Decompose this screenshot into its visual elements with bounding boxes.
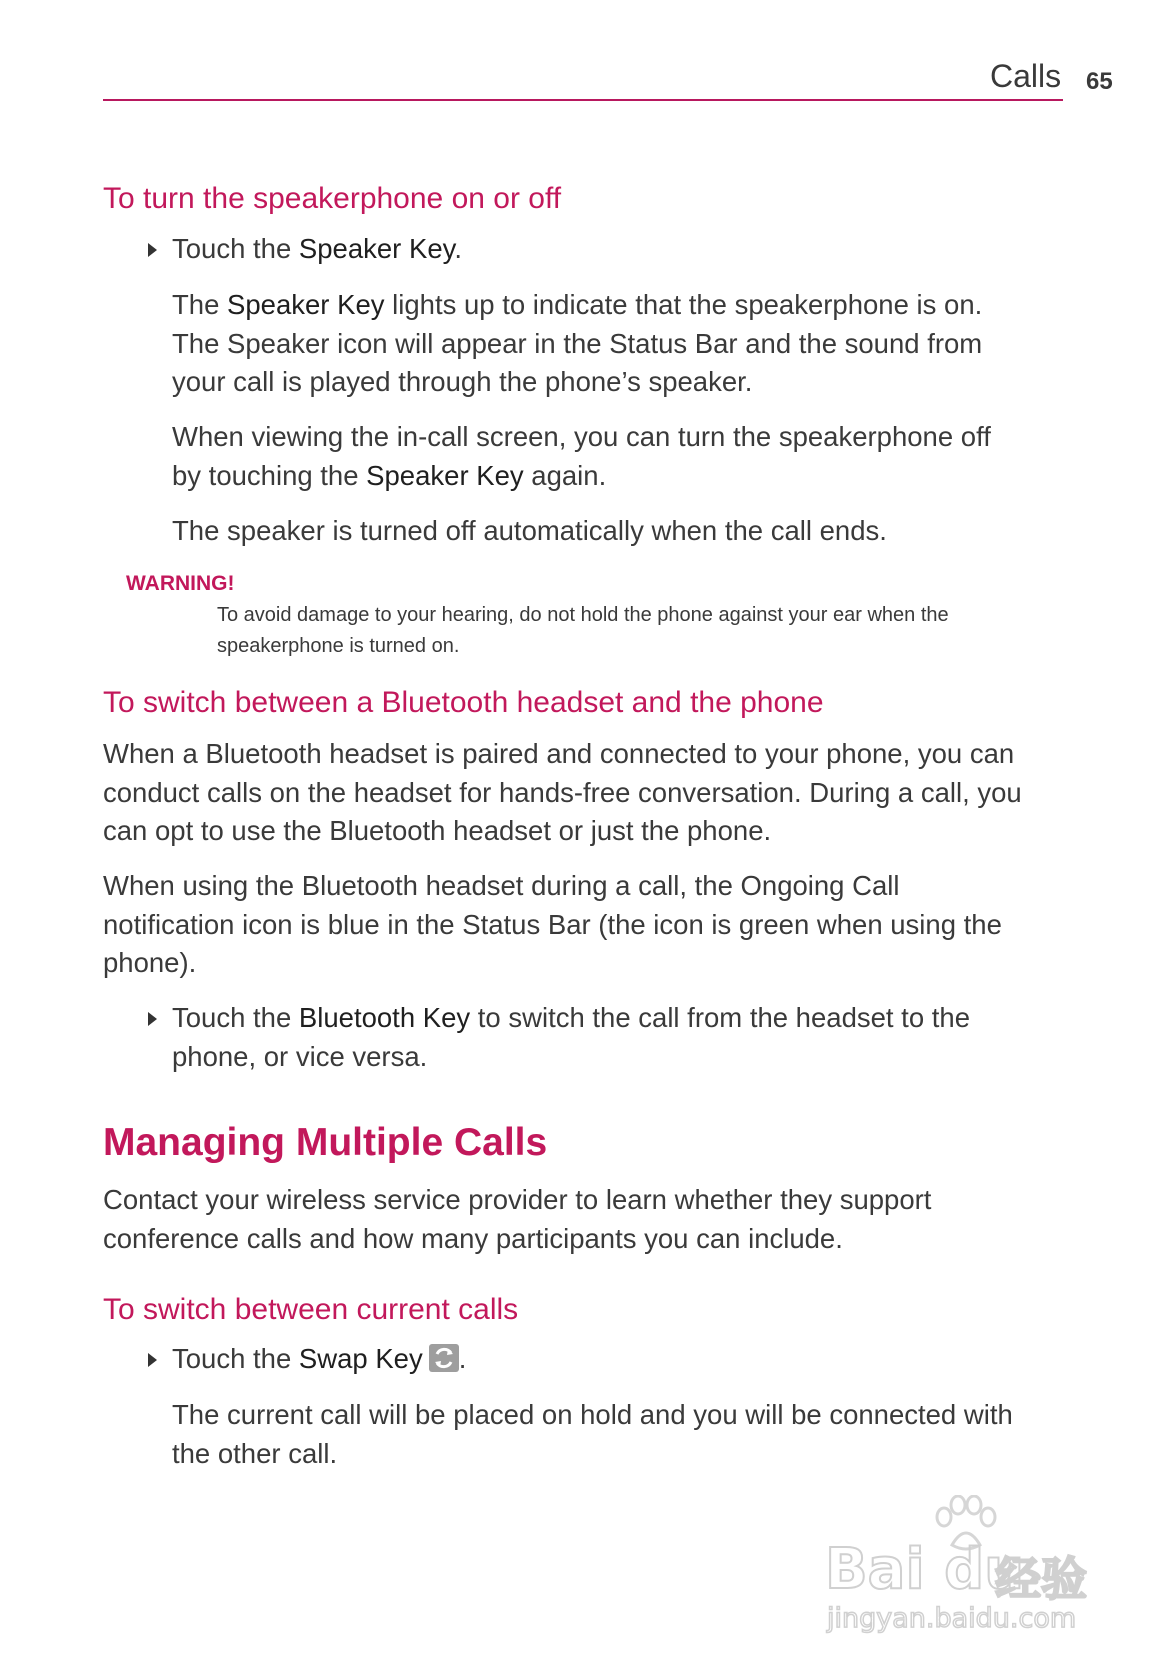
watermark-brand-cn: 经验: [995, 1552, 1087, 1606]
watermark-url: jingyan.baidu.com: [827, 1603, 1077, 1634]
speaker-key-label: Speaker Key: [298, 233, 455, 264]
bluetooth-key-label: Bluetooth Key: [298, 1002, 471, 1033]
triangle-right-icon: [148, 243, 157, 257]
step-speaker: Touch the Speaker Key.: [172, 233, 462, 264]
section-title: Calls: [990, 58, 1062, 94]
paragraph-swap-result: The current call will be placed on hold and you will be connected with the other call.: [172, 1399, 1013, 1469]
watermark: [825, 1495, 1125, 1635]
paragraph-speaker-auto-off: The speaker is turned off automatically when the call ends.: [172, 515, 887, 546]
page-number: 65: [1086, 68, 1113, 95]
heading-bluetooth: To switch between a Bluetooth headset and the phone: [103, 686, 824, 719]
heading-speakerphone: To turn the speakerphone on or off: [103, 182, 562, 215]
paragraph-bluetooth-paired: When a Bluetooth headset is paired and connected to your phone, you can conduct calls on the headset for hands-free conversation. During a call, you can opt to use the Bluetooth headset or just the phone.: [103, 738, 1022, 846]
heading-switch-calls: To switch between current calls: [103, 1293, 519, 1326]
paragraph-conference-calls: Contact your wireless service provider to learn whether they support conference calls and how many participants you can include.: [103, 1184, 932, 1254]
warning-text: To avoid damage to your hearing, do not hold the phone against your ear when the speakerphone is turned on.: [217, 604, 949, 657]
paragraph-bluetooth-icon: When using the Bluetooth headset during a call, the Ongoing Call notification icon is blue in the Status Bar (the icon is green when using the phone).: [103, 870, 1002, 978]
paragraph-speaker-lights: The Speaker Key lights up to indicate that the speakerphone is on. The Speaker icon will appear in the Status Bar and the sound from your call is played through the phone’s speaker.: [172, 289, 983, 397]
triangle-right-icon: [148, 1012, 157, 1026]
warning-label: WARNING!: [126, 572, 235, 595]
step-swap: Touch the Swap Key .: [172, 1343, 467, 1374]
heading-managing-multiple-calls: Managing Multiple Calls: [103, 1121, 548, 1164]
paragraph-speaker-off: When viewing the in-call screen, you can turn the speakerphone off by touching the Speaker Key again.: [172, 421, 991, 491]
triangle-right-icon: [148, 1353, 157, 1367]
watermark-brand: Bai du: [825, 1537, 1025, 1602]
header-rule: [103, 99, 1063, 101]
swap-key-label: Swap Key: [298, 1343, 423, 1374]
swap-icon: [429, 1344, 459, 1372]
step-bluetooth: Touch the Bluetooth Key to switch the call from the headset to the phone, or vice versa.: [172, 1002, 970, 1072]
